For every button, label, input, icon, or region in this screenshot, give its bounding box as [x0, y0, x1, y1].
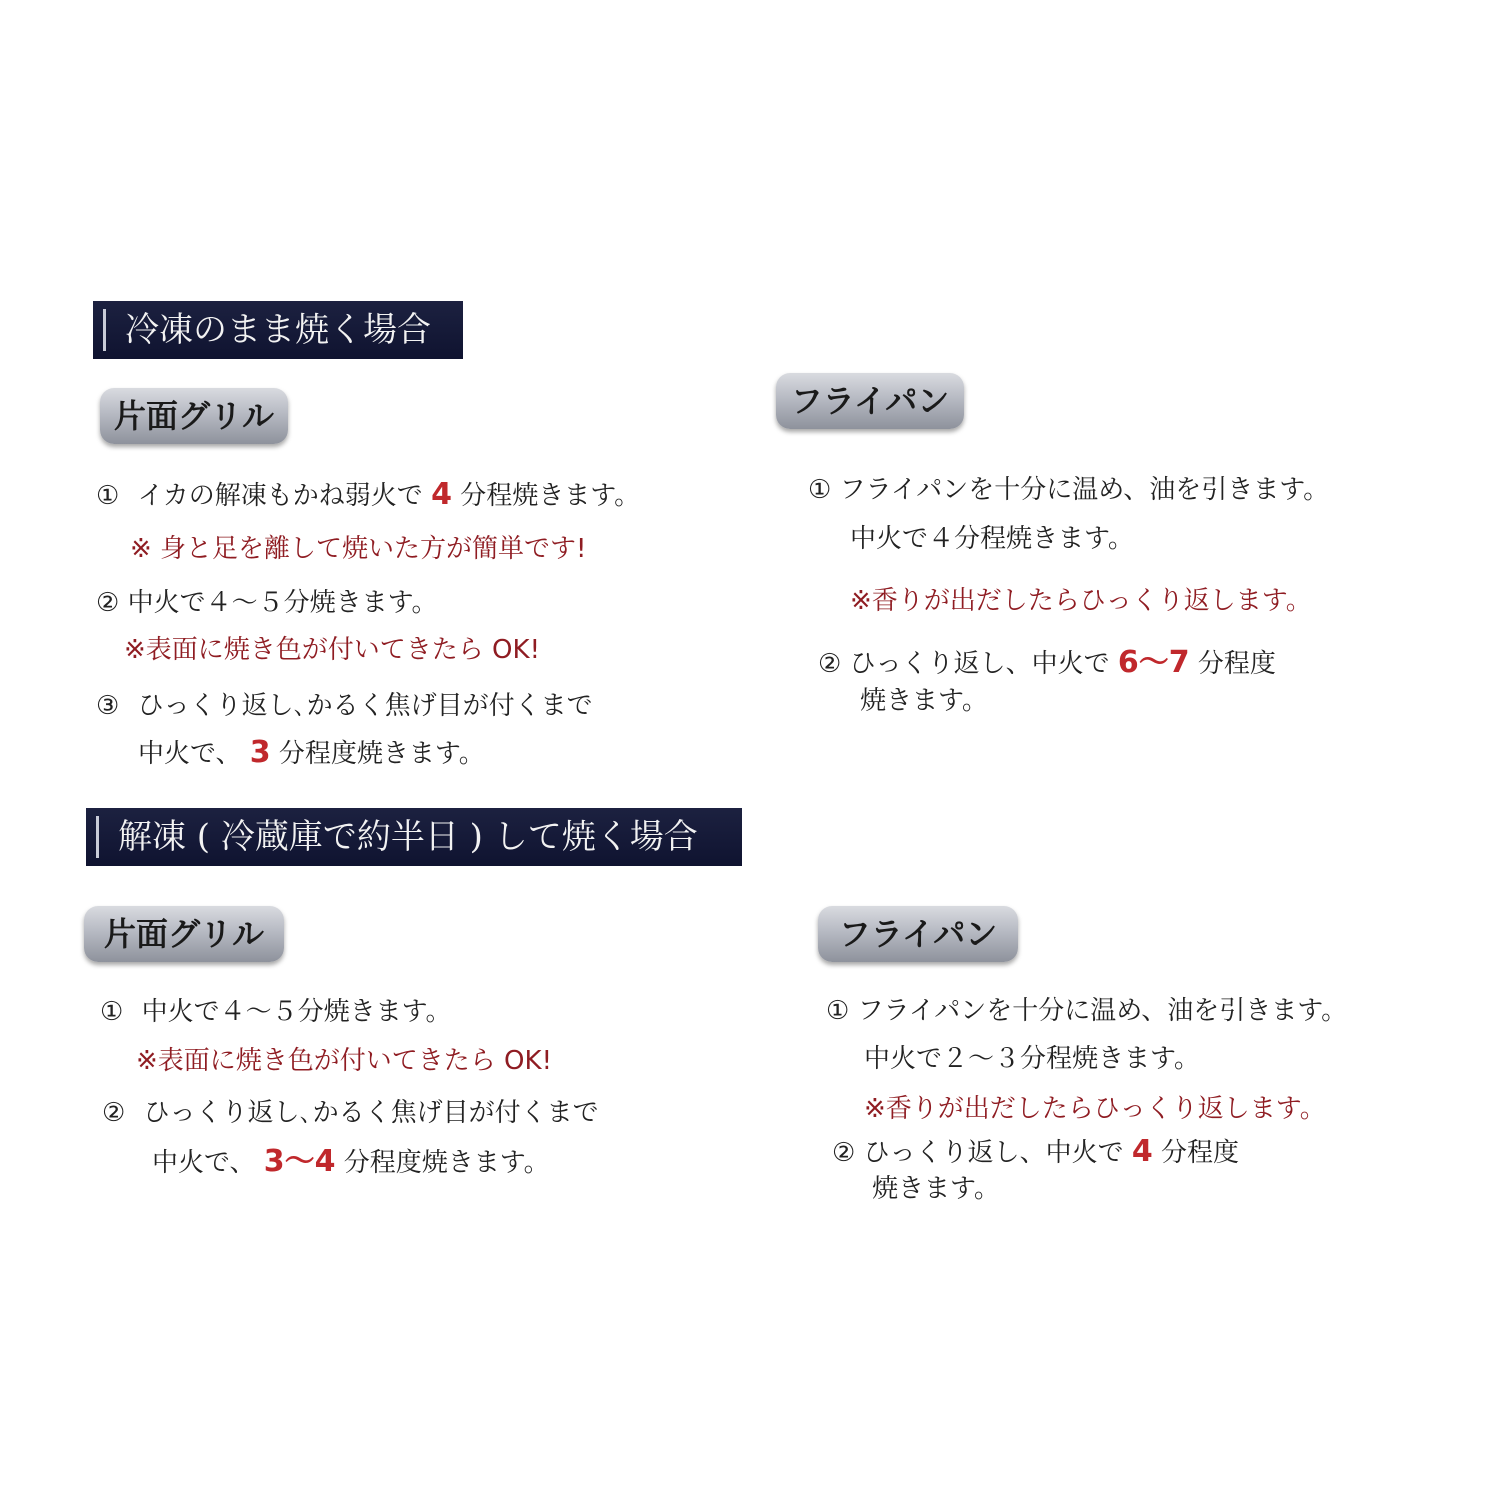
step-text: 分程度焼きます。 [343, 1148, 550, 1178]
s1-grill-step2: ② 中火で４～５分焼きます。 [96, 588, 438, 618]
step-text: 中火で４～５分焼きます。 [141, 997, 452, 1027]
step-number: ① [96, 481, 120, 511]
section2-title: 解凍 ( 冷蔵庫で約半日 ) して焼く場合 [118, 817, 698, 857]
step-number: ③ [96, 691, 120, 721]
highlight-minutes: 3 [249, 735, 271, 770]
highlight-minutes: 4 [431, 477, 452, 512]
section1-title: 冷凍のまま焼く場合 [125, 310, 431, 350]
step-text: イカの解凍もかね弱火で [137, 481, 423, 511]
s1-grill-note1: ※ 身と足を離して焼いた方が簡単です! [130, 534, 587, 564]
step-text: 分程度 [1197, 649, 1276, 679]
step-text: 分程度 [1160, 1138, 1239, 1168]
s2-grill-step2-cont [152, 1145, 550, 1180]
step-number: ① [100, 997, 124, 1027]
s2-pan-step2-cont: 焼きます。 [872, 1174, 1000, 1204]
s1-pan-step2-cont: 焼きます。 [860, 686, 988, 716]
s1-grill-note2: ※表面に焼き色が付いてきたら OK! [124, 635, 540, 665]
highlight-minutes: 6～7 [1117, 645, 1190, 680]
step-text: ② ひっくり返し、中火で [832, 1138, 1124, 1168]
step-text: 分程度焼きます。 [278, 739, 485, 769]
s2-pan-step1-cont: 中火で２～３分程焼きます。 [864, 1044, 1200, 1074]
s1-pan-step1: ① フライパンを十分に温め、油を引きます。 [808, 475, 1330, 505]
section1-pan-label: フライパン [776, 373, 964, 429]
step-text: 中火で、 [138, 739, 242, 769]
section2-grill-label: 片面グリル [84, 906, 284, 962]
step-text: 中火で、 [152, 1148, 256, 1178]
step-number: ② [102, 1098, 126, 1128]
s1-grill-step3 [96, 689, 593, 723]
s2-pan-step2 [832, 1135, 1239, 1170]
step-text: 分程焼きます。 [460, 481, 641, 511]
s1-pan-note: ※香りが出だしたらひっくり返します。 [850, 586, 1312, 616]
section1-title-banner [93, 301, 463, 359]
s1-pan-step2 [818, 646, 1276, 681]
step-text: ひっくり返し､かるく焦げ目が付くまで [137, 691, 593, 721]
s1-grill-step3-cont [138, 736, 485, 771]
s2-pan-step1: ① フライパンを十分に温め、油を引きます。 [826, 996, 1348, 1026]
s1-grill-step1 [96, 478, 640, 513]
section2-title-banner [86, 808, 742, 866]
s2-grill-note: ※表面に焼き色が付いてきたら OK! [136, 1046, 552, 1076]
section2-pan-label: フライパン [818, 906, 1018, 962]
step-text: ひっくり返し､かるく焦げ目が付くまで [143, 1098, 599, 1128]
s2-grill-step2 [102, 1096, 599, 1130]
section1-grill-label: 片面グリル [100, 388, 288, 444]
highlight-minutes: 3～4 [263, 1144, 336, 1179]
s1-pan-step1-cont: 中火で４分程焼きます。 [850, 524, 1134, 554]
s2-pan-note: ※香りが出だしたらひっくり返します。 [864, 1094, 1326, 1124]
s2-grill-step1 [100, 995, 452, 1029]
step-text: ② ひっくり返し、中火で [818, 649, 1110, 679]
highlight-minutes: 4 [1131, 1134, 1153, 1169]
